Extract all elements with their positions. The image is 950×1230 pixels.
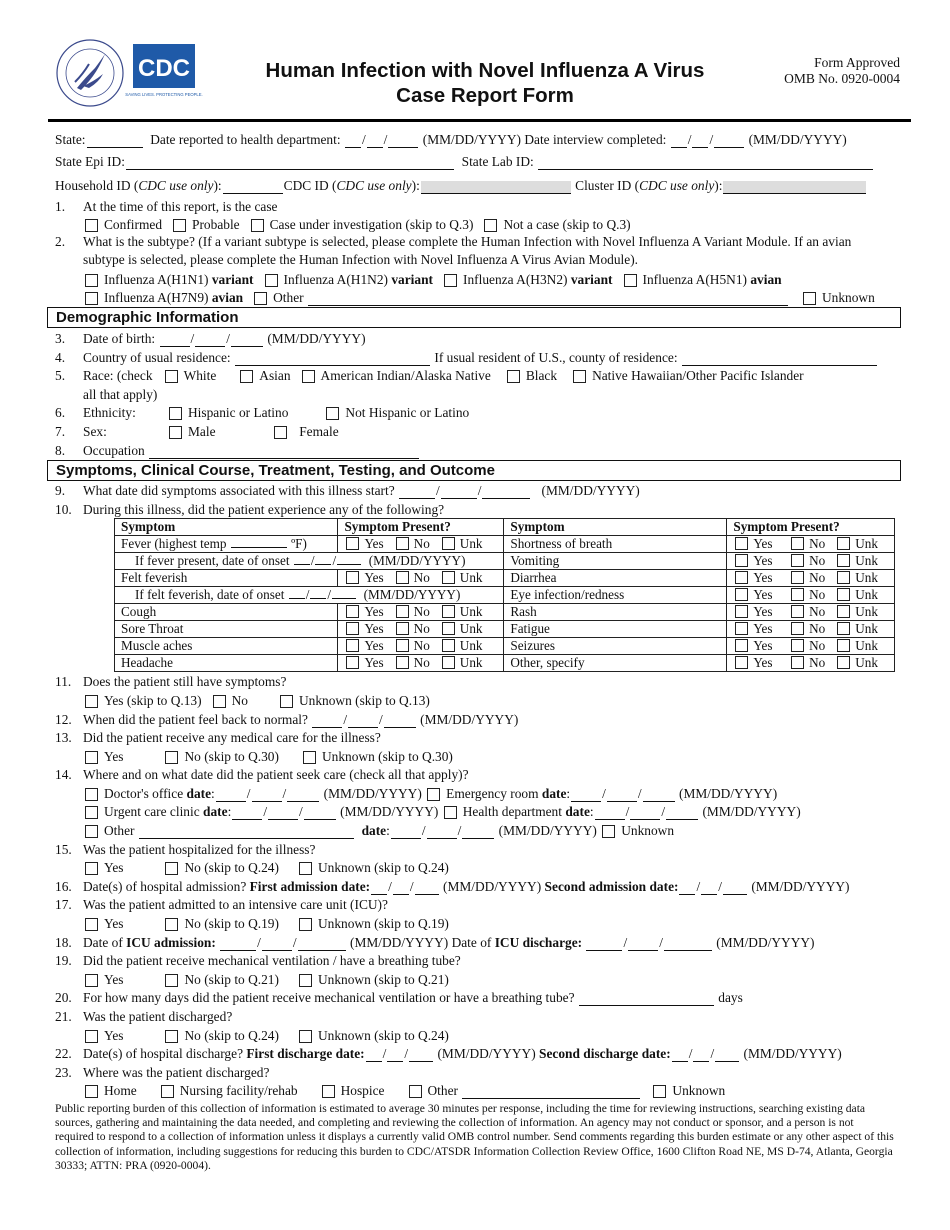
q10: 10. During this illness, did the patient experience any of the following? [55, 501, 445, 517]
headache-unk-checkbox[interactable] [442, 656, 455, 669]
eye-unk-checkbox[interactable] [837, 588, 850, 601]
q17-yes-checkbox[interactable] [85, 918, 98, 931]
highest-temp-field[interactable] [231, 536, 287, 548]
q2-options-row2: Influenza A(H7N9) avian Other Unknown [55, 288, 895, 307]
q1-probable-checkbox[interactable] [173, 219, 186, 232]
cough-unk-checkbox[interactable] [442, 605, 455, 618]
sob-yes-checkbox[interactable] [735, 537, 748, 550]
icu-dis-yyyy[interactable] [664, 937, 712, 951]
dob-mm[interactable] [160, 333, 190, 347]
sob-no-checkbox[interactable] [791, 537, 804, 550]
rash-no-checkbox[interactable] [791, 605, 804, 618]
q15-yes-checkbox[interactable] [85, 862, 98, 875]
race-aian-checkbox[interactable] [302, 370, 315, 383]
q2-unknown-checkbox[interactable] [803, 292, 816, 305]
doctor-dd[interactable] [252, 788, 282, 802]
q17-no-checkbox[interactable] [165, 918, 178, 931]
q7: 7. Sex: Male Female [55, 423, 339, 439]
reported-mm[interactable] [345, 134, 361, 148]
health-mm[interactable] [595, 806, 625, 820]
q16: 16. Date(s) of hospital admission? First admission date: / / (MM/DD/YYYY) Second admission date: / / (MM/DD/YYYY) [55, 878, 850, 894]
icu-adm-dd[interactable] [262, 937, 292, 951]
eye-no-checkbox[interactable] [791, 588, 804, 601]
feverish-yes-checkbox[interactable] [346, 571, 359, 584]
q11-unknown-checkbox[interactable] [280, 695, 293, 708]
country-field[interactable] [235, 352, 430, 366]
state-row: State: Date reported to health department: / / (MM/DD/YYYY) Date interview completed: / / (MM/DD/YYYY) [55, 132, 847, 147]
er-checkbox[interactable] [427, 788, 440, 801]
muscle-no-checkbox[interactable] [396, 639, 409, 652]
q21-options: Yes No (skip to Q.24) Unknown (skip to Q.24) [55, 1025, 895, 1044]
q14-row1: Doctor's office date : / / (MM/DD/YYYY) Emergency room date : / / (MM/DD/YYYY) [55, 783, 895, 802]
q5-cont: all that apply) [83, 386, 158, 402]
dis2-dd[interactable] [693, 1048, 709, 1062]
seizures-yes-checkbox[interactable] [735, 639, 748, 652]
diarrhea-no-checkbox[interactable] [791, 571, 804, 584]
adm1-yyyy[interactable] [415, 881, 439, 895]
table-row: Sore Throat Yes No Unk Fatigue Yes No Unk [115, 620, 895, 637]
race-nhpi-checkbox[interactable] [573, 370, 586, 383]
form-header [55, 38, 900, 120]
hispanic-checkbox[interactable] [169, 407, 182, 420]
q5: 5. Race: (check White Asian American Indian/Alaska Native Black Native Hawaiian/Other Pacific Islander [55, 368, 804, 384]
dis1-dd[interactable] [387, 1048, 403, 1062]
adm1-dd[interactable] [393, 881, 409, 895]
adm2-dd[interactable] [701, 881, 717, 895]
race-black-checkbox[interactable] [507, 370, 520, 383]
q19-options: Yes No (skip to Q.21) Unknown (skip to Q.21) [55, 969, 895, 988]
q21-yes-checkbox[interactable] [85, 1030, 98, 1043]
dob-yyyy[interactable] [231, 333, 263, 347]
feverish-onset-mm[interactable] [289, 587, 305, 599]
form-body [55, 128, 895, 1099]
q8: 8. Occupation [55, 440, 895, 459]
care-unknown-checkbox[interactable] [602, 825, 615, 838]
adm2-yyyy[interactable] [723, 881, 747, 895]
race-white-checkbox[interactable] [165, 370, 178, 383]
dis1-mm[interactable] [366, 1048, 382, 1062]
q20: 20. For how many days did the patient receive mechanical ventilation or have a breathing tube? days [55, 990, 743, 1006]
discharge-nursing-checkbox[interactable] [161, 1085, 174, 1098]
q19-unknown-checkbox[interactable] [299, 974, 312, 987]
sex-male-checkbox[interactable] [169, 426, 182, 439]
race-asian-checkbox[interactable] [240, 370, 253, 383]
q2-options-row1: Influenza A(H1N1) variant Influenza A(H1N2) variant Influenza A(H3N2) variant Influenza A(H5N1) avian [55, 269, 895, 288]
q19: 19. Did the patient receive mechanical ventilation / have a breathing tube? [55, 953, 461, 969]
normal-mm[interactable] [312, 714, 342, 728]
fever-onset-yyyy[interactable] [337, 553, 361, 565]
diarrhea-yes-checkbox[interactable] [735, 571, 748, 584]
fever-no-checkbox[interactable] [396, 537, 409, 550]
table-row: If fever present, date of onset / / (MM/DD/YYYY) Vomiting Yes No Unk [115, 552, 895, 569]
other-symptom-yes-checkbox[interactable] [735, 656, 748, 669]
table-row: Muscle aches Yes No Unk Seizures Yes No Unk [115, 637, 895, 654]
reported-yyyy[interactable] [388, 134, 418, 148]
burden-statement: Public reporting burden of this collection of information is estimated to average 30 minutes per response, including the time for reviewing instructions, searching existing data sources, gathering and maintaining the data needed, and completing and reviewing the collection of information. An agency may not conduct or sponsor, and a person is not required to respond to a collection of information unless it displays a currently valid OMB control number. Send comments regarding this burden estimate or any other aspect of this collection of information, including suggestions for reducing this burden to CDC/ATSDR Information Collection Review Office, 1600 Clifton Road NE, MS D-74, Atlanta, Georgia 30333; ATTN: PRA (0920-0004). [55, 1102, 894, 1172]
q15-no-checkbox[interactable] [165, 862, 178, 875]
urgent-dd[interactable] [268, 806, 298, 820]
onset-mm[interactable] [399, 485, 435, 499]
other-mm[interactable] [391, 825, 421, 839]
q3: 3. Date of birth: / / (MM/DD/YYYY) [55, 330, 366, 346]
icu-dis-dd[interactable] [628, 937, 658, 951]
care-other-checkbox[interactable] [85, 825, 98, 838]
q12: 12. When did the patient feel back to normal? / / (MM/DD/YYYY) [55, 711, 519, 727]
vomiting-no-checkbox[interactable] [791, 554, 804, 567]
reported-dd[interactable] [367, 134, 383, 148]
other-yyyy[interactable] [462, 825, 494, 839]
svg-text:CDC: CDC [138, 55, 190, 82]
q2-h7n9-checkbox[interactable] [85, 292, 98, 305]
q6: 6. Ethnicity: Hispanic or Latino Not Hispanic or Latino [55, 405, 470, 421]
dob-dd[interactable] [195, 333, 225, 347]
health-dd[interactable] [630, 806, 660, 820]
q13-no-checkbox[interactable] [165, 751, 178, 764]
q1: 1. At the time of this report, is the case [55, 198, 278, 214]
normal-yyyy[interactable] [384, 714, 416, 728]
q1-options: Confirmed Probable Case under investigation (skip to Q.3) Not a case (skip to Q.3) [55, 215, 895, 234]
q14-row3: Other date : / / (MM/DD/YYYY) Unknown [55, 820, 895, 839]
hhs-seal-icon [55, 38, 125, 108]
ventilation-days-field[interactable] [579, 992, 714, 1006]
q9: 9. What date did symptoms associated with this illness start? / / (MM/DD/YYYY) [55, 483, 640, 499]
q2-other-field[interactable] [308, 292, 788, 306]
discharge-other-field[interactable] [462, 1085, 640, 1099]
other-symptom-no-checkbox[interactable] [791, 656, 804, 669]
table-row: Headache Yes No Unk Other, specify Yes No Unk [115, 654, 895, 671]
q18: 18. Date of ICU admission: / / (MM/DD/YYYY) Date of ICU discharge: / / (MM/DD/YYYY) [55, 934, 815, 950]
muscle-unk-checkbox[interactable] [442, 639, 455, 652]
interview-yyyy[interactable] [714, 134, 744, 148]
icu-adm-yyyy[interactable] [298, 937, 346, 951]
q21: 21. Was the patient discharged? [55, 1009, 233, 1024]
muscle-yes-checkbox[interactable] [346, 639, 359, 652]
icu-adm-mm[interactable] [220, 937, 256, 951]
q15: 15. Was the patient hospitalized for the illness? [55, 841, 316, 857]
seizures-unk-checkbox[interactable] [837, 639, 850, 652]
q4: 4. Country of usual residence: If usual resident of U.S., county of residence: [55, 347, 895, 366]
q23: 23. Where was the patient discharged? [55, 1064, 270, 1080]
not-hispanic-checkbox[interactable] [326, 407, 339, 420]
discharge-hospice-checkbox[interactable] [322, 1085, 335, 1098]
state-id-row: State Epi ID: State Lab ID: [55, 148, 895, 172]
headache-no-checkbox[interactable] [396, 656, 409, 669]
er-mm[interactable] [571, 788, 601, 802]
er-dd[interactable] [607, 788, 637, 802]
q11-yes-checkbox[interactable] [85, 695, 98, 708]
normal-dd[interactable] [348, 714, 378, 728]
doctor-office-checkbox[interactable] [85, 788, 98, 801]
symptom-table [114, 518, 895, 672]
doctor-mm[interactable] [216, 788, 246, 802]
table-row: Fever (highest temp ºF) Yes No Unk Shortness of breath Yes No Unk [115, 535, 895, 552]
q1-confirmed-checkbox[interactable] [85, 219, 98, 232]
vomiting-yes-checkbox[interactable] [735, 554, 748, 567]
care-other-field[interactable] [139, 825, 354, 839]
urgent-yyyy[interactable] [304, 806, 336, 820]
vomiting-unk-checkbox[interactable] [837, 554, 850, 567]
cough-yes-checkbox[interactable] [346, 605, 359, 618]
fatigue-unk-checkbox[interactable] [837, 622, 850, 635]
cdc-id-field[interactable] [421, 181, 571, 194]
q2: 2. What is the subtype? (If a variant subtype is selected, please complete the Human Infection with Novel Influenza A Variant Module. If an avian subtype is selected, please complete the Human Infection with Novel Influenza A Virus Avian Module). [55, 234, 852, 268]
q15-options: Yes No (skip to Q.24) Unknown (skip to Q.24) [55, 858, 895, 877]
q23-options: Home Nursing facility/rehab Hospice Other Unknown [55, 1081, 895, 1100]
q17-options: Yes No (skip to Q.19) Unknown (skip to Q.19) [55, 913, 895, 932]
fatigue-yes-checkbox[interactable] [735, 622, 748, 635]
headache-yes-checkbox[interactable] [346, 656, 359, 669]
feverish-no-checkbox[interactable] [396, 571, 409, 584]
sob-unk-checkbox[interactable] [837, 537, 850, 550]
sore-throat-unk-checkbox[interactable] [442, 622, 455, 635]
state-field[interactable] [87, 134, 143, 148]
q2-h1n2-checkbox[interactable] [265, 274, 278, 287]
rash-yes-checkbox[interactable] [735, 605, 748, 618]
q19-yes-checkbox[interactable] [85, 974, 98, 987]
discharge-home-checkbox[interactable] [85, 1085, 98, 1098]
interview-dd[interactable] [692, 134, 708, 148]
q11-options: Yes (skip to Q.13) No Unknown (skip to Q.13) [55, 690, 895, 709]
q11-no-checkbox[interactable] [213, 695, 226, 708]
adm2-mm[interactable] [679, 881, 695, 895]
cluster-id-field[interactable] [723, 181, 866, 194]
q17-unknown-checkbox[interactable] [299, 918, 312, 931]
fever-yes-checkbox[interactable] [346, 537, 359, 550]
urgent-care-checkbox[interactable] [85, 806, 98, 819]
health-yyyy[interactable] [666, 806, 698, 820]
diarrhea-unk-checkbox[interactable] [837, 571, 850, 584]
sore-throat-yes-checkbox[interactable] [346, 622, 359, 635]
q22: 22. Date(s) of hospital discharge? First discharge date: / / (MM/DD/YYYY) Second discharge date: / / (MM/DD/YYYY) [55, 1046, 842, 1062]
dis1-yyyy[interactable] [409, 1048, 433, 1062]
symptoms-section-title: Symptoms, Clinical Course, Treatment, Testing, and Outcome [47, 460, 901, 481]
q2-h3n2-checkbox[interactable] [444, 274, 457, 287]
adm1-mm[interactable] [371, 881, 387, 895]
dis2-yyyy[interactable] [715, 1048, 739, 1062]
q1-not-case-checkbox[interactable] [484, 219, 497, 232]
demographic-section-title: Demographic Information [47, 307, 901, 328]
header-rule [48, 119, 911, 122]
q13: 13. Did the patient receive any medical care for the illness? [55, 730, 381, 746]
discharge-other-checkbox[interactable] [409, 1085, 422, 1098]
state-epi-id-field[interactable] [126, 156, 454, 170]
q13-unknown-checkbox[interactable] [303, 751, 316, 764]
feverish-unk-checkbox[interactable] [442, 571, 455, 584]
icu-dis-mm[interactable] [586, 937, 622, 951]
eye-yes-checkbox[interactable] [735, 588, 748, 601]
other-dd[interactable] [427, 825, 457, 839]
cdc-id-row: Household ID ( CDC use only ): CDC ID ( CDC use only ): Cluster ID ( CDC use only ): [55, 172, 895, 196]
household-id-field[interactable] [223, 180, 283, 194]
q14-row2: Urgent care clinic date : / / (MM/DD/YYYY) Health department date : / / (MM/DD/YYYY) [55, 802, 895, 821]
feverish-onset-yyyy[interactable] [332, 587, 356, 599]
seizures-no-checkbox[interactable] [791, 639, 804, 652]
q11: 11. Does the patient still have symptoms? [55, 674, 287, 690]
q21-unknown-checkbox[interactable] [299, 1030, 312, 1043]
onset-dd[interactable] [441, 485, 477, 499]
state-lab-id-field[interactable] [538, 156, 873, 170]
q2-h5n1-checkbox[interactable] [624, 274, 637, 287]
q2-h1n1-checkbox[interactable] [85, 274, 98, 287]
q1-investigation-checkbox[interactable] [251, 219, 264, 232]
cough-no-checkbox[interactable] [396, 605, 409, 618]
sore-throat-no-checkbox[interactable] [396, 622, 409, 635]
q13-yes-checkbox[interactable] [85, 751, 98, 764]
onset-yyyy[interactable] [482, 485, 530, 499]
feverish-onset-dd[interactable] [310, 587, 326, 599]
table-row: Cough Yes No Unk Rash Yes No Unk [115, 603, 895, 620]
interview-mm[interactable] [671, 134, 687, 148]
health-dept-checkbox[interactable] [444, 806, 457, 819]
dis2-mm[interactable] [672, 1048, 688, 1062]
fever-onset-mm[interactable] [294, 553, 310, 565]
fatigue-no-checkbox[interactable] [791, 622, 804, 635]
other-symptom-unk-checkbox[interactable] [837, 656, 850, 669]
table-row: Felt feverish Yes No Unk Diarrhea Yes No Unk [115, 569, 895, 586]
symptom-table-header: Symptom Symptom Present? Symptom Symptom Present? [115, 518, 895, 535]
urgent-mm[interactable] [232, 806, 262, 820]
doctor-yyyy[interactable] [287, 788, 319, 802]
q17: 17. Was the patient admitted to an intensive care unit (ICU)? [55, 897, 388, 913]
q21-no-checkbox[interactable] [165, 1030, 178, 1043]
fever-onset-dd[interactable] [315, 553, 331, 565]
q13-options: Yes No (skip to Q.30) Unknown (skip to Q.30) [55, 746, 895, 765]
discharge-unknown-checkbox[interactable] [653, 1085, 666, 1098]
sex-female-checkbox[interactable] [274, 426, 287, 439]
county-field[interactable] [682, 352, 877, 366]
fever-unk-checkbox[interactable] [442, 537, 455, 550]
er-yyyy[interactable] [643, 788, 675, 802]
form-title: Human Infection with Novel Influenza A Virus Case Report Form [265, 59, 705, 107]
svg-text:SAVING LIVES. PROTECTING PEOPL: SAVING LIVES. PROTECTING PEOPLE. [125, 92, 203, 97]
rash-unk-checkbox[interactable] [837, 605, 850, 618]
q2-other-checkbox[interactable] [254, 292, 267, 305]
cdc-logo-icon [125, 44, 203, 102]
q19-no-checkbox[interactable] [165, 974, 178, 987]
q15-unknown-checkbox[interactable] [299, 862, 312, 875]
omb-approval: Form Approved OMB No. 0920-0004 [784, 55, 900, 86]
occupation-field[interactable] [149, 445, 419, 459]
table-row: If felt feverish, date of onset / / (MM/DD/YYYY) Eye infection/redness Yes No Unk [115, 586, 895, 603]
q14: 14. Where and on what date did the patient seek care (check all that apply)? [55, 767, 469, 783]
